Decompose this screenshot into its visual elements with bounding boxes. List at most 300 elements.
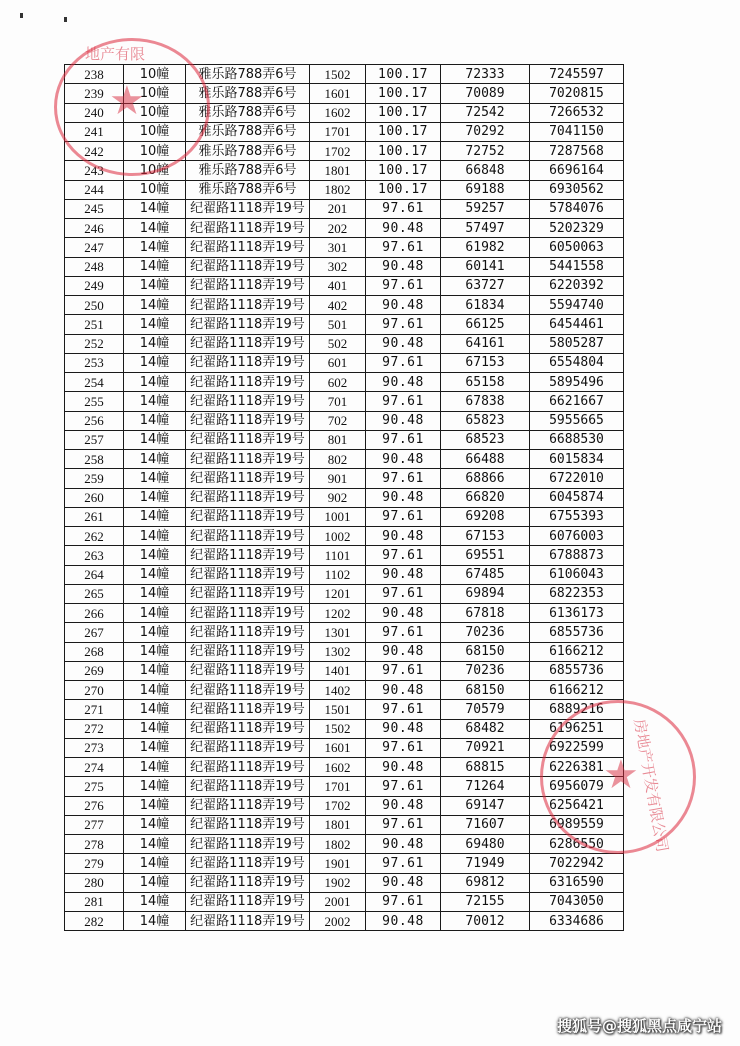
- table-row: [65, 912, 624, 931]
- address-cell: 雅乐路788弄6号: [186, 142, 310, 161]
- row-number-cell: 252: [65, 334, 124, 353]
- room-number-cell: 1102: [310, 565, 366, 584]
- address-cell: 纪翟路1118弄19号: [186, 584, 310, 603]
- building-cell: 14幢: [124, 758, 186, 777]
- room-number-cell: 2002: [310, 912, 366, 931]
- total-price-cell: 6554804: [530, 353, 624, 372]
- room-number-cell: 1702: [310, 796, 366, 815]
- area-cell: 97.61: [366, 199, 441, 218]
- row-number-cell: 276: [65, 796, 124, 815]
- room-number-cell: 1601: [310, 84, 366, 103]
- building-cell: 10幢: [124, 122, 186, 141]
- total-price-cell: 6045874: [530, 488, 624, 507]
- area-cell: 100.17: [366, 103, 441, 122]
- unit-price-cell: 71949: [441, 854, 530, 873]
- unit-price-cell: 63727: [441, 276, 530, 295]
- area-cell: 97.61: [366, 430, 441, 449]
- total-price-cell: 5441558: [530, 257, 624, 276]
- address-cell: 纪翟路1118弄19号: [186, 257, 310, 276]
- room-number-cell: 701: [310, 392, 366, 411]
- row-number-cell: 246: [65, 219, 124, 238]
- area-cell: 90.48: [366, 873, 441, 892]
- row-number-cell: 258: [65, 450, 124, 469]
- total-price-cell: 6334686: [530, 912, 624, 931]
- price-list-table: [64, 64, 624, 931]
- address-cell: 纪翟路1118弄19号: [186, 892, 310, 911]
- area-cell: 90.48: [366, 257, 441, 276]
- address-cell: 纪翟路1118弄19号: [186, 353, 310, 372]
- address-cell: 纪翟路1118弄19号: [186, 411, 310, 430]
- building-cell: 10幢: [124, 142, 186, 161]
- unit-price-cell: 70012: [441, 912, 530, 931]
- building-cell: 14幢: [124, 353, 186, 372]
- building-cell: 14幢: [124, 392, 186, 411]
- building-cell: 14幢: [124, 584, 186, 603]
- address-cell: 纪翟路1118弄19号: [186, 912, 310, 931]
- total-price-cell: 6855736: [530, 661, 624, 680]
- address-cell: 纪翟路1118弄19号: [186, 546, 310, 565]
- address-cell: 纪翟路1118弄19号: [186, 604, 310, 623]
- address-cell: 雅乐路788弄6号: [186, 122, 310, 141]
- total-price-cell: 7020815: [530, 84, 624, 103]
- total-price-cell: 5955665: [530, 411, 624, 430]
- room-number-cell: 802: [310, 450, 366, 469]
- area-cell: 90.48: [366, 527, 441, 546]
- row-number-cell: 250: [65, 296, 124, 315]
- unit-price-cell: 59257: [441, 199, 530, 218]
- row-number-cell: 267: [65, 623, 124, 642]
- table-row: [65, 584, 624, 603]
- room-number-cell: 902: [310, 488, 366, 507]
- unit-price-cell: 67485: [441, 565, 530, 584]
- building-cell: 14幢: [124, 315, 186, 334]
- room-number-cell: 1802: [310, 180, 366, 199]
- total-price-cell: 7022942: [530, 854, 624, 873]
- building-cell: 14幢: [124, 507, 186, 526]
- room-number-cell: 1201: [310, 584, 366, 603]
- area-cell: 97.61: [366, 815, 441, 834]
- address-cell: 雅乐路788弄6号: [186, 84, 310, 103]
- room-number-cell: 1402: [310, 681, 366, 700]
- row-number-cell: 259: [65, 469, 124, 488]
- area-cell: 100.17: [366, 161, 441, 180]
- total-price-cell: 5805287: [530, 334, 624, 353]
- unit-price-cell: 60141: [441, 257, 530, 276]
- area-cell: 90.48: [366, 373, 441, 392]
- row-number-cell: 261: [65, 507, 124, 526]
- address-cell: 纪翟路1118弄19号: [186, 565, 310, 584]
- address-cell: 纪翟路1118弄19号: [186, 450, 310, 469]
- room-number-cell: 1902: [310, 873, 366, 892]
- row-number-cell: 244: [65, 180, 124, 199]
- room-number-cell: 1401: [310, 661, 366, 680]
- unit-price-cell: 72752: [441, 142, 530, 161]
- area-cell: 90.48: [366, 912, 441, 931]
- area-cell: 90.48: [366, 450, 441, 469]
- unit-price-cell: 66125: [441, 315, 530, 334]
- total-price-cell: 6050063: [530, 238, 624, 257]
- building-cell: 14幢: [124, 219, 186, 238]
- building-cell: 14幢: [124, 276, 186, 295]
- address-cell: 纪翟路1118弄19号: [186, 392, 310, 411]
- table-row: [65, 892, 624, 911]
- room-number-cell: 402: [310, 296, 366, 315]
- row-number-cell: 280: [65, 873, 124, 892]
- address-cell: 纪翟路1118弄19号: [186, 835, 310, 854]
- unit-price-cell: 70236: [441, 661, 530, 680]
- area-cell: 97.61: [366, 623, 441, 642]
- table-row: [65, 661, 624, 680]
- building-cell: 10幢: [124, 161, 186, 180]
- row-number-cell: 277: [65, 815, 124, 834]
- table-row: [65, 815, 624, 834]
- area-cell: 97.61: [366, 777, 441, 796]
- area-cell: 90.48: [366, 796, 441, 815]
- room-number-cell: 1802: [310, 835, 366, 854]
- room-number-cell: 1001: [310, 507, 366, 526]
- address-cell: 纪翟路1118弄19号: [186, 719, 310, 738]
- row-number-cell: 240: [65, 103, 124, 122]
- area-cell: 97.61: [366, 661, 441, 680]
- seal-text: 房地产开发有限公司: [630, 717, 672, 854]
- unit-price-cell: 68523: [441, 430, 530, 449]
- row-number-cell: 275: [65, 777, 124, 796]
- table-row: [65, 180, 624, 199]
- building-cell: 14幢: [124, 623, 186, 642]
- address-cell: 纪翟路1118弄19号: [186, 777, 310, 796]
- building-cell: 14幢: [124, 199, 186, 218]
- table-row: [65, 642, 624, 661]
- unit-price-cell: 61834: [441, 296, 530, 315]
- building-cell: 10幢: [124, 84, 186, 103]
- area-cell: 90.48: [366, 411, 441, 430]
- unit-price-cell: 71607: [441, 815, 530, 834]
- room-number-cell: 1502: [310, 719, 366, 738]
- total-price-cell: 6316590: [530, 873, 624, 892]
- table-row: [65, 758, 624, 777]
- total-price-cell: 6220392: [530, 276, 624, 295]
- room-number-cell: 1602: [310, 758, 366, 777]
- area-cell: 90.48: [366, 642, 441, 661]
- unit-price-cell: 71264: [441, 777, 530, 796]
- table-row: [65, 84, 624, 103]
- address-cell: 雅乐路788弄6号: [186, 161, 310, 180]
- building-cell: 10幢: [124, 180, 186, 199]
- unit-price-cell: 66488: [441, 450, 530, 469]
- address-cell: 纪翟路1118弄19号: [186, 623, 310, 642]
- area-cell: 90.48: [366, 681, 441, 700]
- row-number-cell: 279: [65, 854, 124, 873]
- total-price-cell: 6136173: [530, 604, 624, 623]
- building-cell: 14幢: [124, 604, 186, 623]
- unit-price-cell: 67838: [441, 392, 530, 411]
- table-row: [65, 546, 624, 565]
- address-cell: 纪翟路1118弄19号: [186, 488, 310, 507]
- room-number-cell: 801: [310, 430, 366, 449]
- room-number-cell: 201: [310, 199, 366, 218]
- area-cell: 97.61: [366, 546, 441, 565]
- area-cell: 90.48: [366, 488, 441, 507]
- room-number-cell: 1302: [310, 642, 366, 661]
- source-watermark: 搜狐号@搜狐黑点咸宁站: [556, 1017, 722, 1035]
- building-cell: 14幢: [124, 777, 186, 796]
- total-price-cell: 7287568: [530, 142, 624, 161]
- room-number-cell: 1702: [310, 142, 366, 161]
- address-cell: 纪翟路1118弄19号: [186, 758, 310, 777]
- unit-price-cell: 65823: [441, 411, 530, 430]
- seal-star-icon: ★: [109, 78, 145, 123]
- room-number-cell: 901: [310, 469, 366, 488]
- scan-mark: [20, 13, 23, 18]
- address-cell: 纪翟路1118弄19号: [186, 219, 310, 238]
- unit-price-cell: 67153: [441, 353, 530, 372]
- building-cell: 14幢: [124, 642, 186, 661]
- table-row: [65, 700, 624, 719]
- row-number-cell: 269: [65, 661, 124, 680]
- area-cell: 100.17: [366, 122, 441, 141]
- building-cell: 14幢: [124, 835, 186, 854]
- building-cell: 14幢: [124, 738, 186, 757]
- unit-price-cell: 70292: [441, 122, 530, 141]
- address-cell: 纪翟路1118弄19号: [186, 276, 310, 295]
- total-price-cell: 6015834: [530, 450, 624, 469]
- table-row: [65, 469, 624, 488]
- address-cell: 纪翟路1118弄19号: [186, 507, 310, 526]
- room-number-cell: 302: [310, 257, 366, 276]
- area-cell: 100.17: [366, 65, 441, 84]
- total-price-cell: 6989559: [530, 815, 624, 834]
- unit-price-cell: 69147: [441, 796, 530, 815]
- total-price-cell: 6196251: [530, 719, 624, 738]
- building-cell: 14幢: [124, 719, 186, 738]
- building-cell: 14幢: [124, 700, 186, 719]
- table-row: [65, 835, 624, 854]
- building-cell: 14幢: [124, 854, 186, 873]
- building-cell: 14幢: [124, 912, 186, 931]
- row-number-cell: 274: [65, 758, 124, 777]
- table-row: [65, 296, 624, 315]
- unit-price-cell: 65158: [441, 373, 530, 392]
- building-cell: 10幢: [124, 65, 186, 84]
- seal-star-icon: ★: [603, 752, 639, 797]
- total-price-cell: 6696164: [530, 161, 624, 180]
- total-price-cell: 6256421: [530, 796, 624, 815]
- unit-price-cell: 69812: [441, 873, 530, 892]
- room-number-cell: 1502: [310, 65, 366, 84]
- unit-price-cell: 61982: [441, 238, 530, 257]
- unit-price-cell: 66820: [441, 488, 530, 507]
- room-number-cell: 1202: [310, 604, 366, 623]
- row-number-cell: 263: [65, 546, 124, 565]
- room-number-cell: 1101: [310, 546, 366, 565]
- unit-price-cell: 70236: [441, 623, 530, 642]
- address-cell: 纪翟路1118弄19号: [186, 238, 310, 257]
- unit-price-cell: 68150: [441, 681, 530, 700]
- address-cell: 纪翟路1118弄19号: [186, 642, 310, 661]
- address-cell: 雅乐路788弄6号: [186, 65, 310, 84]
- address-cell: 纪翟路1118弄19号: [186, 430, 310, 449]
- unit-price-cell: 68866: [441, 469, 530, 488]
- row-number-cell: 273: [65, 738, 124, 757]
- room-number-cell: 1602: [310, 103, 366, 122]
- address-cell: 纪翟路1118弄19号: [186, 373, 310, 392]
- table-row: [65, 411, 624, 430]
- address-cell: 纪翟路1118弄19号: [186, 815, 310, 834]
- unit-price-cell: 72542: [441, 103, 530, 122]
- address-cell: 纪翟路1118弄19号: [186, 199, 310, 218]
- unit-price-cell: 72333: [441, 65, 530, 84]
- area-cell: 97.61: [366, 353, 441, 372]
- row-number-cell: 257: [65, 430, 124, 449]
- building-cell: 14幢: [124, 527, 186, 546]
- table-row: [65, 796, 624, 815]
- table-row: [65, 719, 624, 738]
- address-cell: 雅乐路788弄6号: [186, 103, 310, 122]
- building-cell: 14幢: [124, 469, 186, 488]
- area-cell: 97.61: [366, 584, 441, 603]
- row-number-cell: 256: [65, 411, 124, 430]
- row-number-cell: 266: [65, 604, 124, 623]
- area-cell: 90.48: [366, 719, 441, 738]
- total-price-cell: 6454461: [530, 315, 624, 334]
- room-number-cell: 1601: [310, 738, 366, 757]
- total-price-cell: 7043050: [530, 892, 624, 911]
- table-row: [65, 777, 624, 796]
- total-price-cell: 6106043: [530, 565, 624, 584]
- room-number-cell: 1801: [310, 161, 366, 180]
- row-number-cell: 271: [65, 700, 124, 719]
- address-cell: 纪翟路1118弄19号: [186, 854, 310, 873]
- total-price-cell: 6688530: [530, 430, 624, 449]
- total-price-cell: 6076003: [530, 527, 624, 546]
- table-row: [65, 623, 624, 642]
- total-price-cell: 6286550: [530, 835, 624, 854]
- area-cell: 90.48: [366, 565, 441, 584]
- building-cell: 14幢: [124, 257, 186, 276]
- row-number-cell: 264: [65, 565, 124, 584]
- building-cell: 14幢: [124, 661, 186, 680]
- room-number-cell: 301: [310, 238, 366, 257]
- room-number-cell: 501: [310, 315, 366, 334]
- area-cell: 90.48: [366, 219, 441, 238]
- row-number-cell: 282: [65, 912, 124, 931]
- unit-price-cell: 67818: [441, 604, 530, 623]
- row-number-cell: 262: [65, 527, 124, 546]
- total-price-cell: 6889216: [530, 700, 624, 719]
- unit-price-cell: 67153: [441, 527, 530, 546]
- table-row: [65, 315, 624, 334]
- row-number-cell: 255: [65, 392, 124, 411]
- area-cell: 97.61: [366, 276, 441, 295]
- table-row: [65, 527, 624, 546]
- room-number-cell: 202: [310, 219, 366, 238]
- address-cell: 纪翟路1118弄19号: [186, 334, 310, 353]
- building-cell: 10幢: [124, 103, 186, 122]
- table-row: [65, 873, 624, 892]
- room-number-cell: 702: [310, 411, 366, 430]
- building-cell: 14幢: [124, 681, 186, 700]
- address-cell: 纪翟路1118弄19号: [186, 296, 310, 315]
- total-price-cell: 5784076: [530, 199, 624, 218]
- address-cell: 纪翟路1118弄19号: [186, 681, 310, 700]
- room-number-cell: 1701: [310, 777, 366, 796]
- table-body: [65, 65, 624, 931]
- total-price-cell: 6755393: [530, 507, 624, 526]
- address-cell: 纪翟路1118弄19号: [186, 796, 310, 815]
- row-number-cell: 254: [65, 373, 124, 392]
- table-row: [65, 738, 624, 757]
- table-row: [65, 122, 624, 141]
- table-row: [65, 334, 624, 353]
- row-number-cell: 238: [65, 65, 124, 84]
- total-price-cell: 6788873: [530, 546, 624, 565]
- unit-price-cell: 69188: [441, 180, 530, 199]
- building-cell: 14幢: [124, 430, 186, 449]
- table-row: [65, 353, 624, 372]
- total-price-cell: 6956079: [530, 777, 624, 796]
- room-number-cell: 502: [310, 334, 366, 353]
- table-row: [65, 103, 624, 122]
- room-number-cell: 1301: [310, 623, 366, 642]
- table-row: [65, 65, 624, 84]
- table-row: [65, 373, 624, 392]
- unit-price-cell: 64161: [441, 334, 530, 353]
- building-cell: 14幢: [124, 892, 186, 911]
- unit-price-cell: 70921: [441, 738, 530, 757]
- building-cell: 14幢: [124, 565, 186, 584]
- building-cell: 14幢: [124, 873, 186, 892]
- table-row: [65, 161, 624, 180]
- total-price-cell: 7041150: [530, 122, 624, 141]
- table-row: [65, 257, 624, 276]
- scan-mark: [64, 17, 67, 22]
- building-cell: 14幢: [124, 296, 186, 315]
- row-number-cell: 245: [65, 199, 124, 218]
- total-price-cell: 6930562: [530, 180, 624, 199]
- row-number-cell: 281: [65, 892, 124, 911]
- address-cell: 纪翟路1118弄19号: [186, 873, 310, 892]
- table-row: [65, 238, 624, 257]
- area-cell: 100.17: [366, 84, 441, 103]
- area-cell: 97.61: [366, 700, 441, 719]
- unit-price-cell: 68482: [441, 719, 530, 738]
- table-row: [65, 450, 624, 469]
- row-number-cell: 268: [65, 642, 124, 661]
- area-cell: 90.48: [366, 334, 441, 353]
- total-price-cell: 6166212: [530, 642, 624, 661]
- row-number-cell: 278: [65, 835, 124, 854]
- room-number-cell: 601: [310, 353, 366, 372]
- table-row: [65, 507, 624, 526]
- area-cell: 97.61: [366, 507, 441, 526]
- area-cell: 90.48: [366, 604, 441, 623]
- total-price-cell: 6621667: [530, 392, 624, 411]
- room-number-cell: 2001: [310, 892, 366, 911]
- table-row: [65, 142, 624, 161]
- address-cell: 纪翟路1118弄19号: [186, 315, 310, 334]
- row-number-cell: 253: [65, 353, 124, 372]
- row-number-cell: 242: [65, 142, 124, 161]
- total-price-cell: 6166212: [530, 681, 624, 700]
- table-row: [65, 199, 624, 218]
- area-cell: 97.61: [366, 738, 441, 757]
- building-cell: 14幢: [124, 334, 186, 353]
- building-cell: 14幢: [124, 546, 186, 565]
- room-number-cell: 1801: [310, 815, 366, 834]
- room-number-cell: 401: [310, 276, 366, 295]
- total-price-cell: 5202329: [530, 219, 624, 238]
- table-row: [65, 488, 624, 507]
